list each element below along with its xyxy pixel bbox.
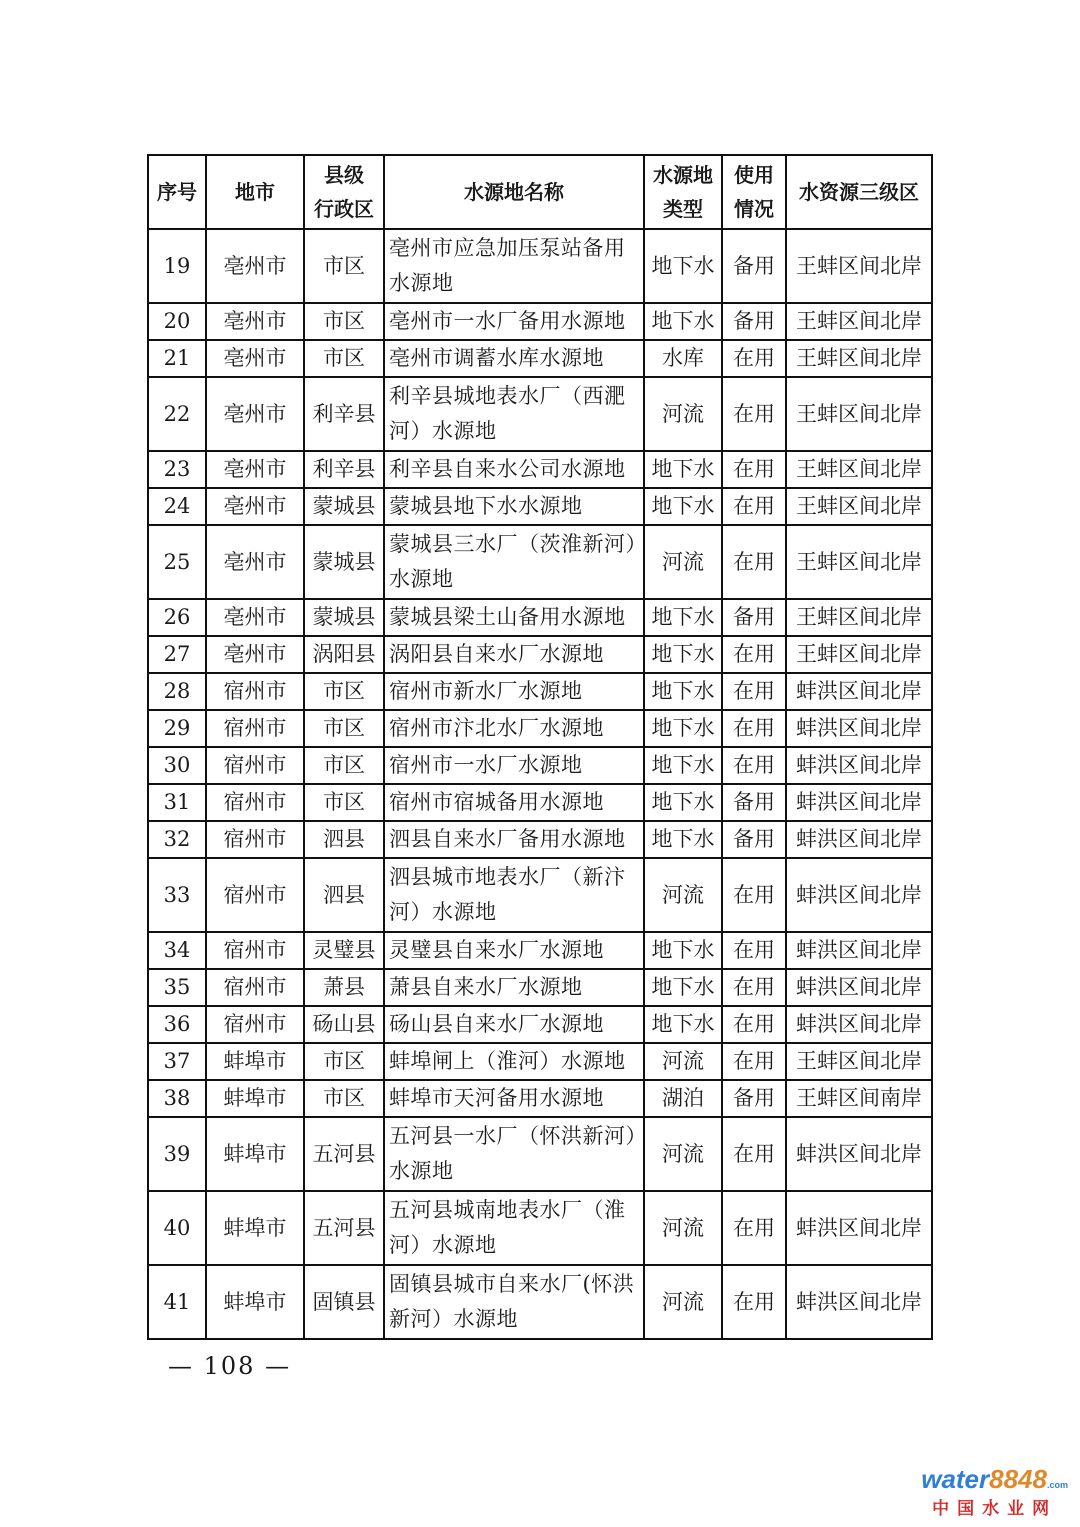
cell-source-type: 河流 (644, 1265, 722, 1339)
cell-zone: 蚌洪区间北岸 (786, 710, 932, 747)
table-row (148, 1265, 932, 1339)
cell-usage: 在用 (722, 525, 786, 599)
cell-county: 市区 (304, 784, 384, 821)
cell-usage: 在用 (722, 340, 786, 377)
cell-county: 市区 (304, 1043, 384, 1080)
cell-city: 亳州市 (206, 525, 304, 599)
table-row (148, 303, 932, 340)
cell-seq: 27 (148, 636, 206, 673)
cell-source-name: 五河县一水厂（怀洪新河）水源地 (384, 1117, 644, 1191)
cell-usage: 备用 (722, 229, 786, 303)
cell-usage: 备用 (722, 303, 786, 340)
cell-source-name: 蒙城县三水厂（茨淮新河）水源地 (384, 525, 644, 599)
cell-usage: 在用 (722, 932, 786, 969)
cell-source-name: 利辛县城地表水厂（西淝河）水源地 (384, 377, 644, 451)
cell-seq: 34 (148, 932, 206, 969)
cell-county: 蒙城县 (304, 599, 384, 636)
table-row (148, 1043, 932, 1080)
cell-zone: 蚌洪区间北岸 (786, 1117, 932, 1191)
cell-source-name: 蒙城县地下水水源地 (384, 488, 644, 525)
cell-source-type: 地下水 (644, 969, 722, 1006)
cell-county: 泗县 (304, 858, 384, 932)
cell-city: 宿州市 (206, 969, 304, 1006)
cell-usage: 在用 (722, 1117, 786, 1191)
header-source-type: 水源地 类型 (644, 155, 722, 229)
cell-source-name: 宿州市新水厂水源地 (384, 673, 644, 710)
cell-zone: 王蚌区间北岸 (786, 599, 932, 636)
table-row (148, 1191, 932, 1265)
cell-seq: 22 (148, 377, 206, 451)
table-body (148, 229, 932, 1339)
table-row (148, 858, 932, 932)
cell-city: 蚌埠市 (206, 1043, 304, 1080)
cell-source-type: 地下水 (644, 747, 722, 784)
cell-zone: 王蚌区间北岸 (786, 377, 932, 451)
cell-city: 蚌埠市 (206, 1191, 304, 1265)
cell-city: 宿州市 (206, 784, 304, 821)
cell-usage: 在用 (722, 1006, 786, 1043)
cell-city: 亳州市 (206, 229, 304, 303)
cell-usage: 在用 (722, 673, 786, 710)
cell-seq: 25 (148, 525, 206, 599)
cell-county: 市区 (304, 673, 384, 710)
cell-county: 利辛县 (304, 377, 384, 451)
cell-county: 蒙城县 (304, 488, 384, 525)
header-county: 县级 行政区 (304, 155, 384, 229)
cell-source-type: 地下水 (644, 1006, 722, 1043)
cell-city: 宿州市 (206, 932, 304, 969)
cell-city: 宿州市 (206, 1006, 304, 1043)
cell-source-name: 蚌埠闸上（淮河）水源地 (384, 1043, 644, 1080)
header-zone: 水资源三级区 (786, 155, 932, 229)
cell-usage: 在用 (722, 488, 786, 525)
cell-county: 灵璧县 (304, 932, 384, 969)
cell-seq: 19 (148, 229, 206, 303)
cell-seq: 40 (148, 1191, 206, 1265)
table-row (148, 340, 932, 377)
cell-county: 砀山县 (304, 1006, 384, 1043)
cell-source-name: 利辛县自来水公司水源地 (384, 451, 644, 488)
cell-usage: 备用 (722, 1080, 786, 1117)
cell-seq: 36 (148, 1006, 206, 1043)
cell-seq: 20 (148, 303, 206, 340)
cell-seq: 28 (148, 673, 206, 710)
table-row (148, 784, 932, 821)
cell-source-type: 河流 (644, 1117, 722, 1191)
cell-usage: 备用 (722, 784, 786, 821)
water-source-table (147, 154, 933, 1340)
cell-source-name: 亳州市应急加压泵站备用水源地 (384, 229, 644, 303)
cell-seq: 21 (148, 340, 206, 377)
cell-source-type: 河流 (644, 1191, 722, 1265)
cell-source-name: 涡阳县自来水厂水源地 (384, 636, 644, 673)
cell-source-type: 河流 (644, 377, 722, 451)
table-row (148, 969, 932, 1006)
cell-source-name: 灵璧县自来水厂水源地 (384, 932, 644, 969)
cell-county: 市区 (304, 229, 384, 303)
cell-zone: 王蚌区间北岸 (786, 525, 932, 599)
cell-zone: 王蚌区间北岸 (786, 636, 932, 673)
cell-zone: 王蚌区间北岸 (786, 340, 932, 377)
cell-seq: 38 (148, 1080, 206, 1117)
cell-source-type: 地下水 (644, 821, 722, 858)
table-row (148, 636, 932, 673)
cell-source-type: 地下水 (644, 229, 722, 303)
cell-source-name: 砀山县自来水厂水源地 (384, 1006, 644, 1043)
cell-city: 亳州市 (206, 599, 304, 636)
header-city: 地市 (206, 155, 304, 229)
cell-usage: 在用 (722, 451, 786, 488)
cell-source-type: 地下水 (644, 673, 722, 710)
cell-source-name: 五河县城南地表水厂（淮河）水源地 (384, 1191, 644, 1265)
cell-source-name: 宿州市汴北水厂水源地 (384, 710, 644, 747)
cell-seq: 29 (148, 710, 206, 747)
cell-county: 市区 (304, 1080, 384, 1117)
cell-city: 蚌埠市 (206, 1080, 304, 1117)
cell-source-name: 萧县自来水厂水源地 (384, 969, 644, 1006)
table-row (148, 710, 932, 747)
table-row (148, 488, 932, 525)
cell-city: 亳州市 (206, 303, 304, 340)
cell-source-name: 蒙城县梁土山备用水源地 (384, 599, 644, 636)
table-row (148, 821, 932, 858)
cell-source-type: 地下水 (644, 599, 722, 636)
cell-usage: 在用 (722, 377, 786, 451)
cell-city: 蚌埠市 (206, 1265, 304, 1339)
cell-usage: 在用 (722, 747, 786, 784)
cell-usage: 在用 (722, 1265, 786, 1339)
cell-source-type: 地下水 (644, 303, 722, 340)
cell-seq: 35 (148, 969, 206, 1006)
cell-zone: 蚌洪区间北岸 (786, 1006, 932, 1043)
cell-usage: 在用 (722, 1043, 786, 1080)
cell-usage: 备用 (722, 599, 786, 636)
table-row (148, 1080, 932, 1117)
cell-zone: 蚌洪区间北岸 (786, 747, 932, 784)
cell-seq: 33 (148, 858, 206, 932)
cell-county: 市区 (304, 340, 384, 377)
cell-county: 利辛县 (304, 451, 384, 488)
cell-source-type: 地下水 (644, 451, 722, 488)
cell-source-type: 河流 (644, 858, 722, 932)
cell-source-name: 泗县自来水厂备用水源地 (384, 821, 644, 858)
table-row (148, 673, 932, 710)
cell-city: 亳州市 (206, 636, 304, 673)
cell-source-type: 地下水 (644, 710, 722, 747)
table-row (148, 932, 932, 969)
cell-seq: 39 (148, 1117, 206, 1191)
cell-zone: 蚌洪区间北岸 (786, 1265, 932, 1339)
cell-county: 涡阳县 (304, 636, 384, 673)
cell-source-type: 水库 (644, 340, 722, 377)
table-row (148, 229, 932, 303)
cell-usage: 在用 (722, 1191, 786, 1265)
cell-city: 宿州市 (206, 821, 304, 858)
cell-city: 宿州市 (206, 710, 304, 747)
cell-county: 市区 (304, 710, 384, 747)
cell-city: 亳州市 (206, 451, 304, 488)
cell-zone: 蚌洪区间北岸 (786, 969, 932, 1006)
cell-source-type: 河流 (644, 525, 722, 599)
cell-seq: 23 (148, 451, 206, 488)
cell-source-name: 宿州市宿城备用水源地 (384, 784, 644, 821)
cell-source-name: 固镇县城市自来水厂(怀洪新河）水源地 (384, 1265, 644, 1339)
cell-source-type: 湖泊 (644, 1080, 722, 1117)
cell-source-name: 宿州市一水厂水源地 (384, 747, 644, 784)
cell-zone: 王蚌区间北岸 (786, 1043, 932, 1080)
table-row (148, 1006, 932, 1043)
cell-seq: 32 (148, 821, 206, 858)
cell-source-type: 地下水 (644, 488, 722, 525)
table-row (148, 747, 932, 784)
cell-zone: 王蚌区间北岸 (786, 451, 932, 488)
cell-zone: 蚌洪区间北岸 (786, 1191, 932, 1265)
cell-city: 亳州市 (206, 488, 304, 525)
cell-seq: 31 (148, 784, 206, 821)
cell-zone: 蚌洪区间北岸 (786, 932, 932, 969)
cell-seq: 30 (148, 747, 206, 784)
cell-usage: 在用 (722, 636, 786, 673)
cell-zone: 蚌洪区间北岸 (786, 858, 932, 932)
cell-zone: 王蚌区间北岸 (786, 229, 932, 303)
cell-seq: 41 (148, 1265, 206, 1339)
table-row (148, 1117, 932, 1191)
cell-county: 蒙城县 (304, 525, 384, 599)
header-usage: 使用 情况 (722, 155, 786, 229)
cell-source-name: 亳州市一水厂备用水源地 (384, 303, 644, 340)
cell-county: 萧县 (304, 969, 384, 1006)
cell-source-type: 地下水 (644, 636, 722, 673)
cell-county: 五河县 (304, 1191, 384, 1265)
cell-city: 宿州市 (206, 858, 304, 932)
cell-seq: 37 (148, 1043, 206, 1080)
header-source-name: 水源地名称 (384, 155, 644, 229)
cell-source-type: 地下水 (644, 784, 722, 821)
cell-source-name: 蚌埠市天河备用水源地 (384, 1080, 644, 1117)
table-row (148, 377, 932, 451)
cell-source-name: 泗县城市地表水厂（新汴河）水源地 (384, 858, 644, 932)
cell-county: 五河县 (304, 1117, 384, 1191)
cell-county: 固镇县 (304, 1265, 384, 1339)
cell-source-type: 地下水 (644, 932, 722, 969)
cell-zone: 蚌洪区间北岸 (786, 821, 932, 858)
cell-zone: 王蚌区间南岸 (786, 1080, 932, 1117)
cell-usage: 在用 (722, 969, 786, 1006)
cell-usage: 在用 (722, 858, 786, 932)
header-seq: 序号 (148, 155, 206, 229)
cell-usage: 备用 (722, 821, 786, 858)
cell-city: 宿州市 (206, 673, 304, 710)
cell-seq: 26 (148, 599, 206, 636)
watermark-logo: water8848.com 中国水业网 (921, 1464, 1068, 1519)
cell-source-type: 河流 (644, 1043, 722, 1080)
cell-zone: 王蚌区间北岸 (786, 303, 932, 340)
cell-zone: 蚌洪区间北岸 (786, 784, 932, 821)
cell-county: 市区 (304, 303, 384, 340)
cell-usage: 在用 (722, 710, 786, 747)
table-row (148, 451, 932, 488)
cell-county: 泗县 (304, 821, 384, 858)
cell-county: 市区 (304, 747, 384, 784)
table-row (148, 599, 932, 636)
cell-seq: 24 (148, 488, 206, 525)
cell-zone: 蚌洪区间北岸 (786, 673, 932, 710)
cell-city: 宿州市 (206, 747, 304, 784)
page-number: — 108 — (168, 1352, 292, 1380)
cell-city: 蚌埠市 (206, 1117, 304, 1191)
cell-city: 亳州市 (206, 377, 304, 451)
cell-source-name: 亳州市调蓄水库水源地 (384, 340, 644, 377)
table-header-row (148, 155, 932, 229)
cell-zone: 王蚌区间北岸 (786, 488, 932, 525)
table-row (148, 525, 932, 599)
cell-city: 亳州市 (206, 340, 304, 377)
